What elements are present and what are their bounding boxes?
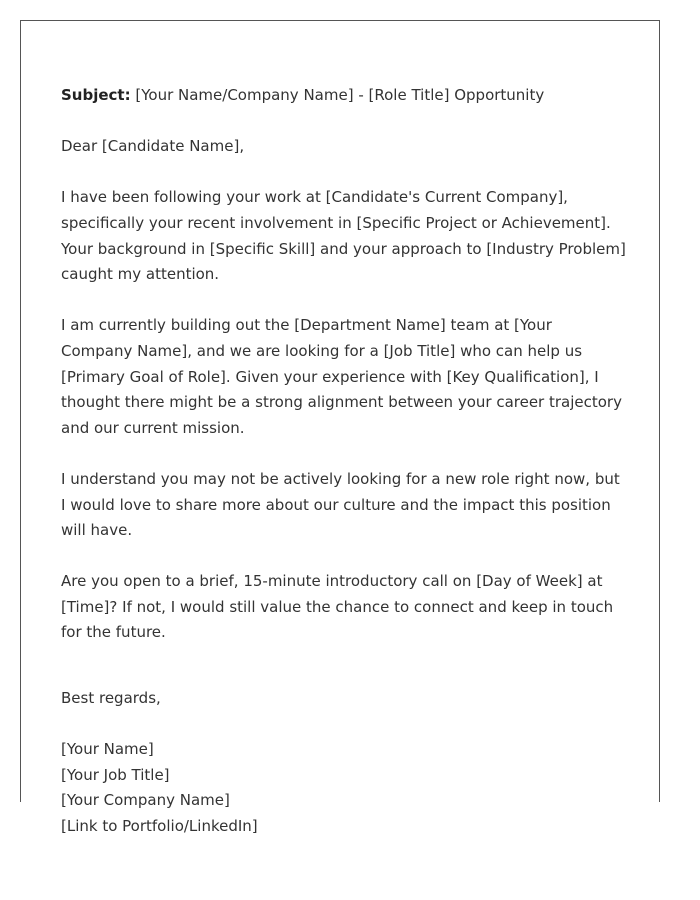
spacer bbox=[61, 288, 626, 314]
subject-text: [Your Name/Company Name] - [Role Title] Opportunity bbox=[130, 86, 545, 104]
signoff: Best regards, bbox=[61, 689, 161, 708]
email-body bbox=[61, 83, 626, 840]
greeting: Dear [Candidate Name], bbox=[61, 137, 245, 156]
paragraph-3: I understand you may not be actively looking for a new role right now, but I would love to share more about our culture and the impact this position will have. bbox=[61, 469, 620, 540]
signature-block bbox=[61, 737, 626, 839]
email-document bbox=[20, 20, 660, 836]
spacer bbox=[61, 441, 626, 467]
signature-link: [Link to Portfolio/LinkedIn] bbox=[61, 817, 258, 836]
paragraph-2: I am currently building out the [Department Name] team at [Your Company Name], and we are looking for a [Job Title] who can help us [Primary Goal of Role]. Given your experience with [Key Qualification], I thought there might be a strong alignment between your career trajectory and our current mission. bbox=[61, 316, 622, 437]
signature-company: [Your Company Name] bbox=[61, 791, 230, 810]
subject-label: Subject: bbox=[61, 86, 131, 104]
paragraph-4: Are you open to a brief, 15-minute introductory call on [Day of Week] at [Time]? If not, I would still value the chance to connect and keep in touch for the future. bbox=[61, 572, 614, 642]
spacer bbox=[61, 160, 626, 186]
spacer bbox=[61, 544, 626, 570]
spacer bbox=[61, 109, 626, 135]
subject-line bbox=[61, 83, 626, 109]
signature-name: [Your Name] bbox=[61, 740, 154, 759]
signature-job-title: [Your Job Title] bbox=[61, 765, 170, 784]
spacer bbox=[61, 712, 626, 738]
spacer bbox=[61, 646, 626, 686]
paragraph-1: I have been following your work at [Candidate's Current Company], specifically your recent involvement in [Specific Project or Achievement]. Your background in [Specific Skill] and your approach to [Industry Problem] caught my attention. bbox=[61, 188, 626, 284]
